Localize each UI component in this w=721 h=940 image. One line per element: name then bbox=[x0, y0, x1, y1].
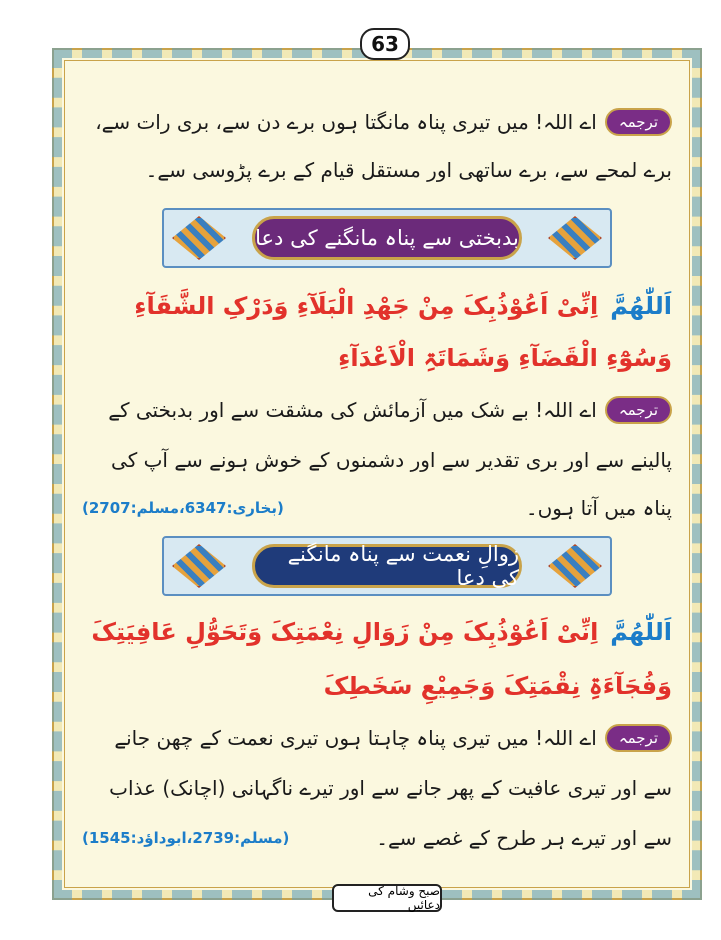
hadith-reference: (بخاری:6347،مسلم:2707) bbox=[82, 499, 284, 517]
ornament-icon bbox=[172, 544, 226, 588]
section-heading bbox=[162, 536, 612, 596]
translation-text: سے اور تیری عافیت کے پھر جانے سے اور تیرے ناگہانی (اچانک) عذاب bbox=[109, 776, 672, 800]
translation-text: اے اللہ! میں تیری پناہ مانگتا ہوں برے دن سے، بری رات سے، bbox=[95, 110, 597, 134]
footer-title: صبح وشام کی دعائیں bbox=[332, 884, 442, 912]
hadith-reference: (مسلم:2739،ابوداؤد:1545) bbox=[82, 829, 290, 847]
translation-line bbox=[82, 488, 672, 528]
allahumma-word: اَللّٰھُمَّ bbox=[610, 292, 672, 320]
tarjuma-badge: ترجمہ bbox=[605, 724, 672, 752]
ornament-icon bbox=[548, 216, 602, 260]
translation-line bbox=[82, 718, 672, 758]
tarjuma-badge: ترجمہ bbox=[605, 396, 672, 424]
allahumma-word: اَللّٰھُمَّ bbox=[610, 618, 672, 646]
translation-line bbox=[82, 768, 672, 808]
translation-text: سے اور تیرے ہر طرح کے غصے سے۔ bbox=[376, 826, 672, 850]
dua-text: اِنِّیْ اَعُوْذُبِکَ مِنْ جَھْدِ الْبَلَآءِ وَدَرْکِ الشَّقَآءِ bbox=[134, 292, 599, 320]
translation-text: اے اللہ! میں تیری پناہ چاہتا ہوں تیری نعمت کے چھن جانے bbox=[114, 726, 597, 750]
dua-arabic-line bbox=[82, 608, 672, 656]
ornament-icon bbox=[548, 544, 602, 588]
translation-line bbox=[82, 102, 672, 142]
translation-line bbox=[82, 818, 672, 858]
dua-arabic-line bbox=[82, 282, 672, 330]
dua-text: وَفُجَآءَۃِ نِقْمَتِکَ وَجَمِیْعِ سَخَطِکَ bbox=[323, 672, 672, 700]
heading-title: بدبختی سے پناہ مانگنے کی دعا bbox=[252, 216, 522, 260]
translation-text: برے لمحے سے، برے ساتھی اور مستقل قیام کے برے پڑوسی سے۔ bbox=[145, 158, 672, 182]
dua-text: وَسُوْٓءِ الْقَضَآءِ وَشَمَاتَۃِ الْاَعْدَآءِ bbox=[338, 344, 672, 372]
dua-arabic-line bbox=[82, 662, 672, 710]
page-number: 63 bbox=[360, 28, 410, 60]
translation-text: اے اللہ! بے شک میں آزمائش کی مشقت سے اور بدبختی کے bbox=[108, 398, 597, 422]
translation-line bbox=[82, 150, 672, 190]
tarjuma-badge: ترجمہ bbox=[605, 108, 672, 136]
translation-line bbox=[82, 440, 672, 480]
translation-text: پناہ میں آتا ہوں۔ bbox=[525, 496, 672, 520]
page-frame bbox=[52, 32, 702, 912]
heading-title: زوالِ نعمت سے پناہ مانگنے کی دعا bbox=[252, 544, 522, 588]
ornament-icon bbox=[172, 216, 226, 260]
translation-text: پالینے سے اور بری تقدیر سے اور دشمنوں کے خوش ہونے سے آپ کی bbox=[111, 448, 672, 472]
dua-arabic-line bbox=[82, 334, 672, 382]
section-heading bbox=[162, 208, 612, 268]
translation-line bbox=[82, 390, 672, 430]
dua-text: اِنِّیْ اَعُوْذُبِکَ مِنْ زَوَالِ نِعْمَتِکَ وَتَحَوُّلِ عَافِیَتِکَ bbox=[91, 618, 599, 646]
